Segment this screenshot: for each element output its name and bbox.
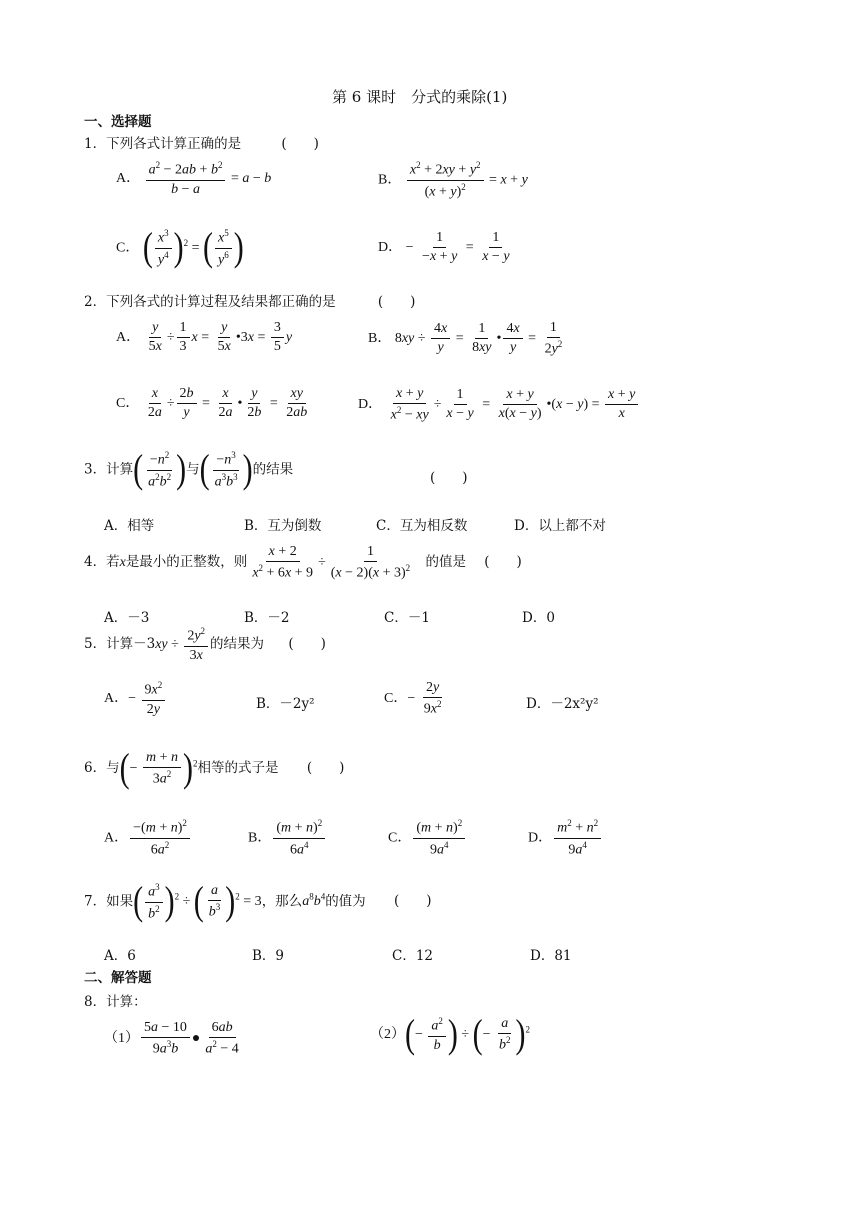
answer-blank: ( ) — [281, 136, 319, 152]
option-label: C． — [116, 240, 140, 256]
question-6-option-a: A． $\frac{-(m + n)^2}{6a^2}$ — [104, 818, 192, 859]
question-6-option-b: B． $\frac{(m + n)^2}{6a^4}$ — [248, 818, 327, 859]
option-label: A． — [104, 691, 129, 707]
question-2-option-a: A． $\frac{y}{5x}$ ÷ $\frac{1}{3}$ x = $\frac{y}{5x}$ •3x = $\frac{3}{5}$ y — [116, 320, 293, 355]
question-2-option-d: D． $\frac{x + y}{x^2 - xy}$ ÷ $\frac{1}{x - y}$ = $\frac{x + y}{x(x - y)}$ •(x − y) = $\frac{x + y}{x}$ — [358, 386, 640, 424]
question-6-option-c: C． $\frac{(m + n)^2}{9a^4}$ — [388, 818, 467, 859]
question-3-connector: 与 — [186, 461, 200, 478]
question-3-option-b: B．互为倒数 — [244, 518, 322, 534]
question-4-text: 4．若 — [84, 554, 120, 571]
option-label: A． — [104, 830, 129, 846]
question-3-tail: 的结果 — [252, 461, 294, 478]
answer-blank: ( ) — [430, 470, 468, 486]
question-5-option-d: D．－2x²y² — [526, 696, 599, 712]
question-5-tail: 的结果为 — [210, 636, 265, 653]
question-1-option-d: D． − $\frac{1}{-x + y}$ = $\frac{1}{x - y}$ — [378, 230, 510, 265]
answer-blank: ( ) — [288, 636, 326, 653]
question-5-option-a: A．− $\frac{9x^2}{2y}$ — [104, 680, 167, 718]
question-1-option-b: B． $\frac{x^2 + 2xy + y^2}{(x + y)^2}$ = x + y — [378, 160, 528, 200]
question-7-text-mid: ，那么 — [261, 893, 303, 910]
question-6-text: 6．与 — [84, 760, 120, 777]
answer-blank: ( ) — [306, 760, 345, 777]
answer-blank: ( ) — [393, 893, 432, 910]
question-5-text: 5．计算－3 — [84, 636, 156, 653]
question-3-option-c: C．互为相反数 — [376, 518, 468, 534]
question-7-stem: 7．如果( $\frac{a^3}{b^2}$ )$^2$ ÷ ( $\frac{a}{b^3}$ )$^2$ = 3，那么$a^8b^4$的值为 ( ) — [84, 879, 432, 924]
option-label: B． — [368, 331, 392, 347]
question-4-tail: 的值是 — [425, 554, 466, 571]
question-3-option-a: A．相等 — [104, 518, 155, 534]
question-1-stem — [84, 132, 319, 152]
question-3-option-d: D．以上都不对 — [514, 518, 606, 534]
question-6-stem: 6．与(− $\frac{m + n}{3a^2}$ )$^2$相等的式子是 ( ) — [84, 745, 345, 791]
option-label: D． — [378, 239, 403, 255]
page-title: 第 6 课时 分式的乘除(1) — [332, 88, 508, 106]
question-2-option-c: C． $\frac{x}{2a}$ ÷ $\frac{2b}{y}$ = $\frac{x}{2a}$ • $\frac{y}{2b}$ = $\frac{xy}{2ab}$ — [116, 386, 308, 421]
question-2-stem — [84, 290, 415, 310]
question-1-option-a: A． $\frac{a^2 - 2ab + b^2}{b - a}$ = a − b — [116, 160, 272, 197]
option-label: A． — [116, 329, 141, 345]
question-1-option-c: C． ( $\frac{x^3}{y^4}$ )$^2$ = ( $\frac{x^5}{y^6}$ ) — [116, 225, 244, 270]
option-label: C． — [116, 395, 140, 411]
question-6-option-d: D． $\frac{m^2 + n^2}{9a^4}$ — [528, 818, 603, 859]
question-7-tail: 的值为 — [325, 893, 366, 910]
question-5-stem: 5．计算－3xy ÷ $\frac{2y^2}{3x}$ 的结果为 ( ) — [84, 626, 326, 663]
answer-blank: ( ) — [377, 294, 416, 310]
option-label: A． — [116, 171, 141, 187]
question-4-option-c: C．－1 — [384, 610, 430, 626]
section-heading-choice: 一、选择题 — [84, 114, 152, 130]
option-label: B． — [248, 830, 272, 846]
question-1-text: 1．下列各式计算正确的是 — [84, 136, 242, 152]
option-label: B． — [378, 172, 402, 188]
part-label: （1） — [104, 1031, 139, 1047]
answer-blank: ( ) — [484, 554, 522, 571]
question-8-part-2: （2）(− $\frac{a^2}{b}$ ) ÷ (− $\frac{a}{b^2}$ )$^2$ — [370, 1011, 530, 1057]
question-4-text-mid: 是最小的正整数，则 — [125, 554, 248, 571]
question-7-text: 7．如果 — [84, 893, 134, 910]
question-7-option-a: A．6 — [104, 948, 136, 964]
question-7-option-c: C．12 — [392, 948, 434, 964]
question-3-text: 3．计算 — [84, 461, 134, 478]
option-label: D． — [528, 830, 553, 846]
question-5-option-c: C．− $\frac{2y}{9x^2}$ — [384, 680, 442, 717]
question-2-text: 2．下列各式的计算过程及结果都正确的是 — [84, 294, 336, 310]
question-6-tail: 相等的式子是 — [197, 760, 279, 777]
question-4-option-a: A．－3 — [104, 610, 150, 626]
question-8-stem: 8．计算： — [84, 994, 147, 1010]
question-4-stem: 4．若x是最小的正整数，则 $\frac{x + 2}{x^2 + 6x + 9}$ ÷ $\frac{1}{(x - 2)(x + 3)^2}$ 的值是 ( ) — [84, 544, 522, 581]
question-8-part-1: （1） $\frac{5a - 10}{9a^3b}$ ● $\frac{6ab}{a^2 - 4}$ — [104, 1020, 239, 1057]
option-label: D． — [358, 397, 383, 413]
question-4-option-b: B．－2 — [244, 610, 290, 626]
question-4-variable: x — [119, 555, 126, 571]
option-label: C． — [388, 830, 412, 846]
question-7-option-b: B．9 — [252, 948, 285, 964]
question-4-option-d: D．0 — [522, 610, 555, 626]
question-3-stem: 3．计算( $\frac{-n^2}{a^2b^2}$ )与( $\frac{-n^3}{a^3b^3}$ )的结果 — [84, 447, 294, 492]
question-7-option-d: D．81 — [530, 948, 572, 964]
option-label: C． — [384, 691, 408, 707]
section-heading-answer: 二、解答题 — [84, 970, 152, 986]
part-label: （2） — [370, 1027, 405, 1043]
question-2-option-b: B． 8xy ÷ $\frac{4x}{y}$ = $\frac{1}{8xy}$ • $\frac{4x}{y}$ = $\frac{1}{2y^2}$ — [368, 320, 563, 357]
question-5-option-b: B．－2y² — [256, 696, 315, 712]
